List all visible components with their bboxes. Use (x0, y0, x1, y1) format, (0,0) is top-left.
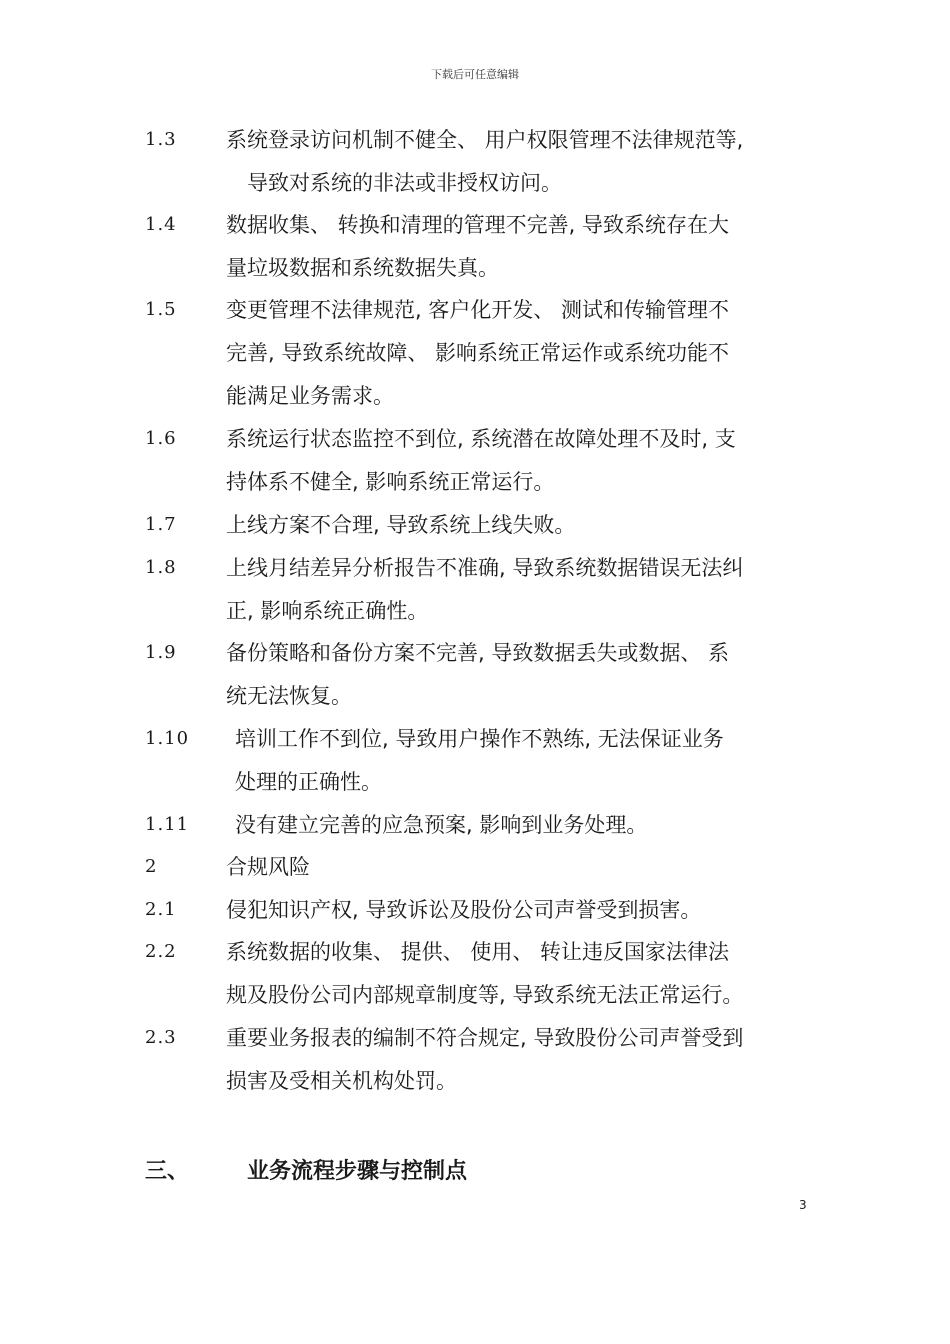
item-text-line: 合规风险 (226, 855, 310, 879)
item-number: 2.1 (145, 899, 177, 920)
item-text-line: 重要业务报表的编制不符合规定, 导致股份公司声誉受到 (226, 1026, 744, 1050)
item-text-line: 上线方案不合理, 导致系统上线失败。 (226, 513, 576, 537)
item-text-line: 系统运行状态监控不到位, 系统潜在故障处理不及时, 支 (226, 427, 736, 451)
page-number: 3 (799, 1198, 807, 1212)
item-text-line: 系统登录访问机制不健全、 用户权限管理不法律规范等, (226, 128, 744, 152)
section-number: 三、 (145, 1159, 190, 1184)
item-text-line: 处理的正确性。 (235, 770, 382, 794)
item-text-line: 完善, 导致系统故障、 影响系统正常运作或系统功能不 (226, 341, 730, 365)
item-text-line: 统无法恢复。 (226, 684, 352, 708)
item-text-line: 备份策略和备份方案不完善, 导致数据丢失或数据、 系 (226, 641, 730, 665)
item-number: 1.3 (145, 129, 177, 150)
item-number: 1.7 (145, 514, 177, 535)
item-number: 2 (145, 856, 158, 877)
item-text-line: 上线月结差异分析报告不准确, 导致系统数据错误无法纠 (226, 556, 744, 580)
item-number: 1.4 (145, 214, 177, 235)
item-text-line: 能满足业务需求。 (226, 384, 394, 408)
section-title: 业务流程步骤与控制点 (247, 1159, 468, 1184)
item-text-line: 侵犯知识产权, 导致诉讼及股份公司声誉受到损害。 (226, 898, 702, 922)
item-number: 2.2 (145, 941, 177, 962)
item-text-line: 培训工作不到位, 导致用户操作不熟练, 无法保证业务 (235, 727, 724, 751)
item-text-line: 没有建立完善的应急预案, 影响到业务处理。 (235, 813, 648, 837)
item-text-line: 规及股份公司内部规章制度等, 导致系统无法正常运行。 (226, 983, 744, 1007)
item-text-line: 量垃圾数据和系统数据失真。 (226, 256, 499, 280)
item-number: 2.3 (145, 1027, 177, 1048)
item-number: 1.5 (145, 299, 177, 320)
item-text-line: 损害及受相关机构处罚。 (226, 1069, 457, 1093)
item-text-line: 变更管理不法律规范, 客户化开发、 测试和传输管理不 (226, 298, 730, 322)
item-number: 1.6 (145, 428, 177, 449)
item-number: 1.8 (145, 557, 177, 578)
item-text-line: 持体系不健全, 影响系统正常运行。 (226, 470, 555, 494)
item-text-line: 数据收集、 转换和清理的管理不完善, 导致系统存在大 (226, 213, 730, 237)
item-number: 1.11 (145, 814, 190, 835)
item-number: 1.10 (145, 728, 190, 749)
item-number: 1.9 (145, 642, 177, 663)
item-text-line: 正, 影响系统正确性。 (226, 599, 429, 623)
item-text-line: 导致对系统的非法或非授权访问。 (247, 171, 562, 195)
item-text-line: 系统数据的收集、 提供、 使用、 转让违反国家法律法 (226, 940, 730, 964)
page-header: 下载后可任意编辑 (431, 68, 519, 81)
